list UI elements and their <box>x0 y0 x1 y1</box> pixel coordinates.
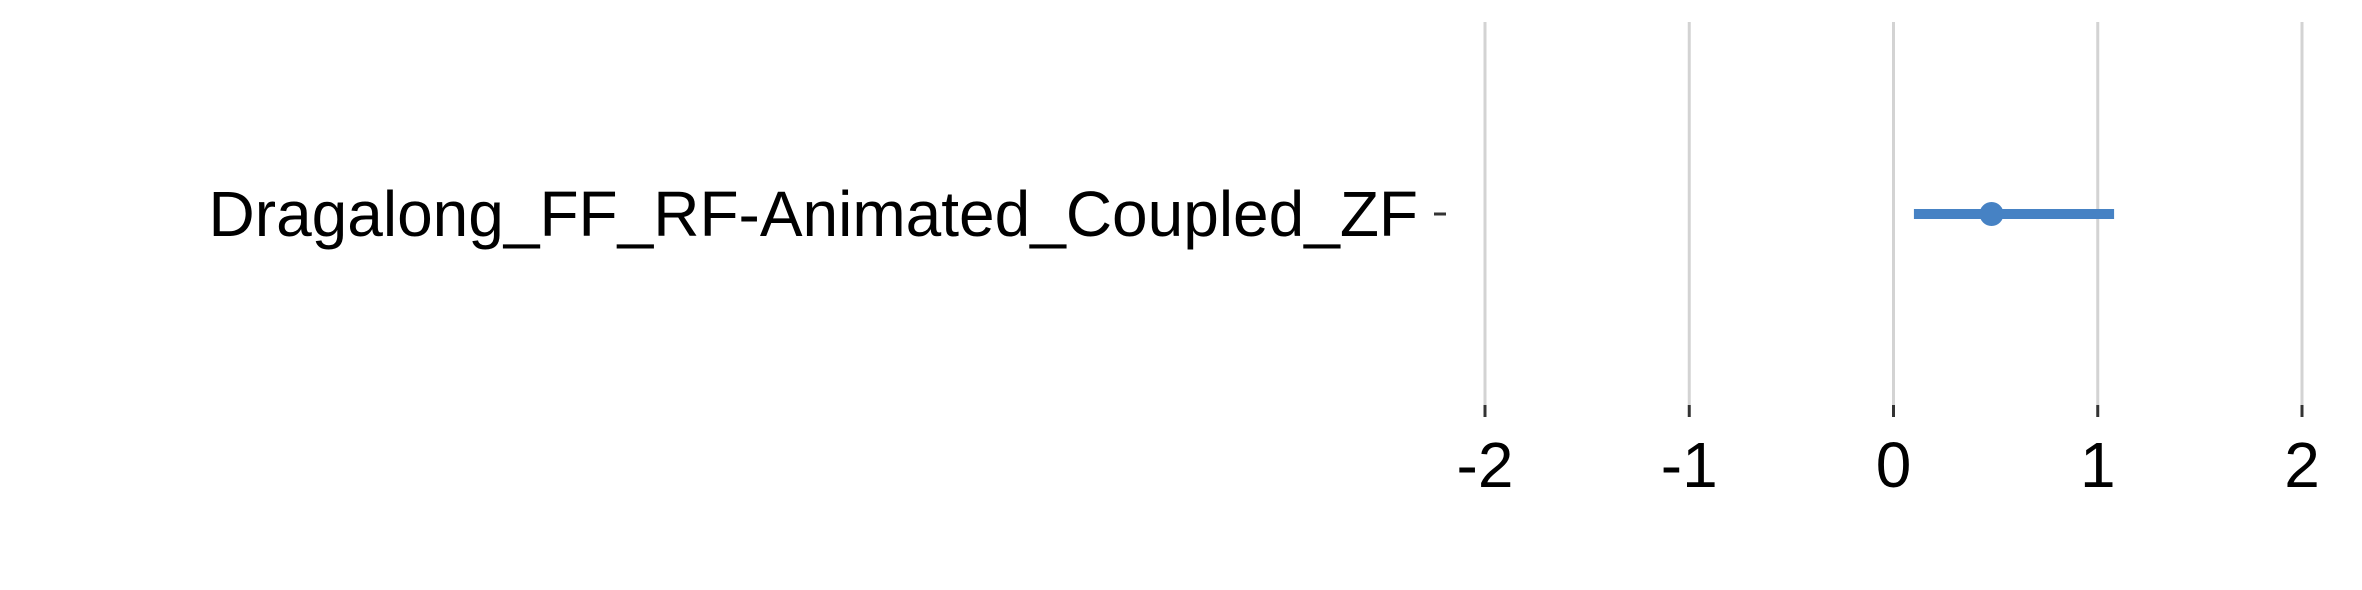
data-marks <box>1914 202 2114 226</box>
x-tick-label: -2 <box>1456 429 1514 501</box>
y-axis <box>209 178 1446 250</box>
y-category-label: Dragalong_FF_RF-Animated_Coupled_ZF <box>208 178 1418 250</box>
x-tick-label: 2 <box>2284 429 2320 501</box>
x-tick-label: -1 <box>1660 429 1718 501</box>
x-tick-label: 0 <box>1875 429 1912 501</box>
x-axis <box>1457 405 2320 501</box>
x-tick-label: 1 <box>2079 429 2116 501</box>
grid-lines <box>1485 22 2302 405</box>
point-estimate <box>1980 202 2004 226</box>
